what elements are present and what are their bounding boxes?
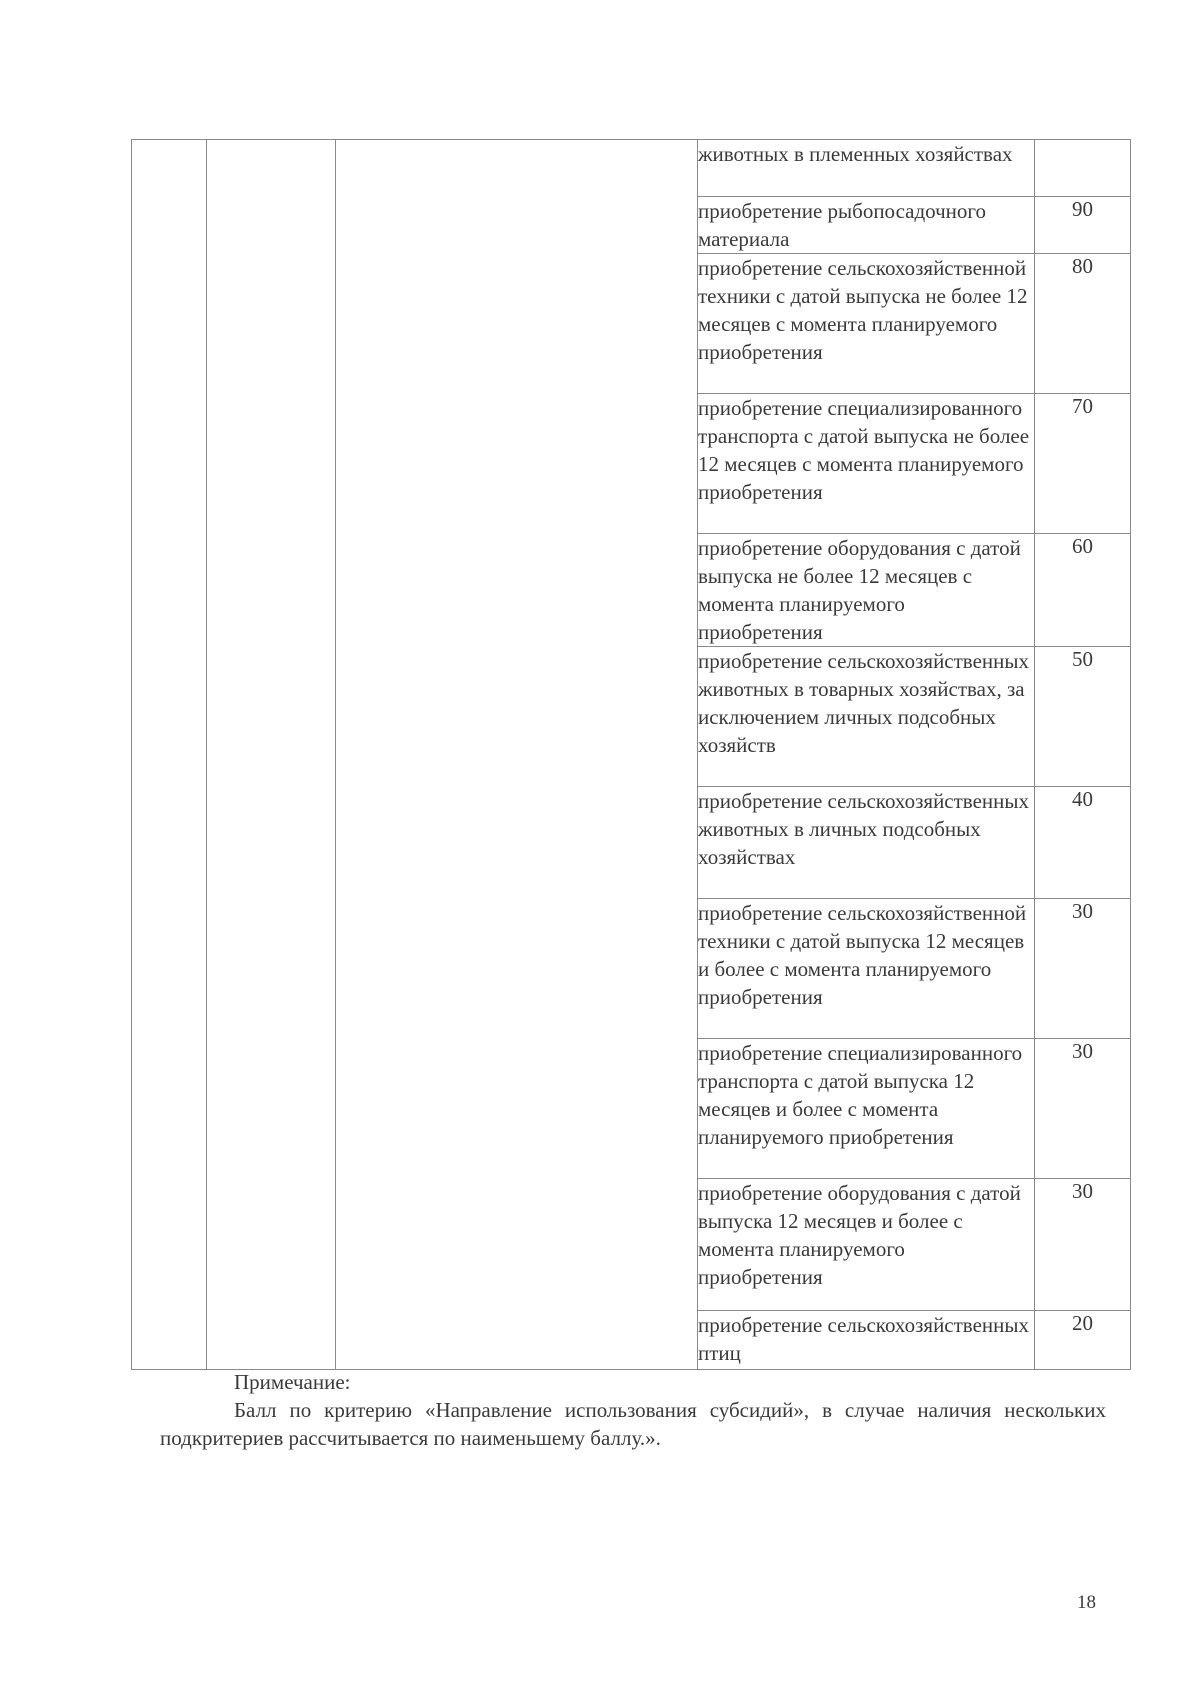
empty-column-2 xyxy=(207,140,336,1370)
row-score xyxy=(1035,140,1131,197)
row-description: приобретение оборудования с датой выпуска 12 месяцев и более с момента планируемого приобретения xyxy=(698,1179,1035,1311)
row-score: 50 xyxy=(1035,647,1131,787)
row-score: 30 xyxy=(1035,1039,1131,1179)
row-score: 70 xyxy=(1035,394,1131,534)
table-row xyxy=(132,140,1131,197)
row-score: 30 xyxy=(1035,1179,1131,1311)
row-description: приобретение рыбопосадочного материала xyxy=(698,197,1035,254)
row-score: 20 xyxy=(1035,1311,1131,1370)
row-description: приобретение сельскохозяйственных птиц xyxy=(698,1311,1035,1370)
row-description: приобретение сельскохозяйственной техники с датой выпуска не более 12 месяцев с момента планируемого приобретения xyxy=(698,254,1035,394)
empty-column-3 xyxy=(336,140,698,1370)
row-score: 90 xyxy=(1035,197,1131,254)
note-title: Примечание: xyxy=(234,1370,351,1394)
row-description: животных в племенных хозяйствах xyxy=(698,140,1035,197)
row-description: приобретение сельскохозяйственной техники с датой выпуска 12 месяцев и более с момента планируемого приобретения xyxy=(698,899,1035,1039)
row-score: 80 xyxy=(1035,254,1131,394)
page-number: 18 xyxy=(1077,1592,1096,1613)
criteria-table xyxy=(131,139,1131,1370)
row-description: приобретение оборудования с датой выпуска не более 12 месяцев с момента планируемого приобретения xyxy=(698,534,1035,647)
row-description: приобретение сельскохозяйственных животных в товарных хозяйствах, за исключением личных подсобных хозяйств xyxy=(698,647,1035,787)
row-description: приобретение специализированного транспорта с датой выпуска 12 месяцев и более с момента планируемого приобретения xyxy=(698,1039,1035,1179)
row-description: приобретение сельскохозяйственных животных в личных подсобных хозяйствах xyxy=(698,787,1035,899)
note-body: Балл по критерию «Направление использования субсидий», в случае наличия нескольких подкритериев рассчитывается по наименьшему баллу.». xyxy=(160,1398,1106,1450)
row-score: 60 xyxy=(1035,534,1131,647)
row-score: 40 xyxy=(1035,787,1131,899)
empty-column-1 xyxy=(132,140,207,1370)
row-description: приобретение специализированного транспорта с датой выпуска не более 12 месяцев с момента планируемого приобретения xyxy=(698,394,1035,534)
row-score: 30 xyxy=(1035,899,1131,1039)
